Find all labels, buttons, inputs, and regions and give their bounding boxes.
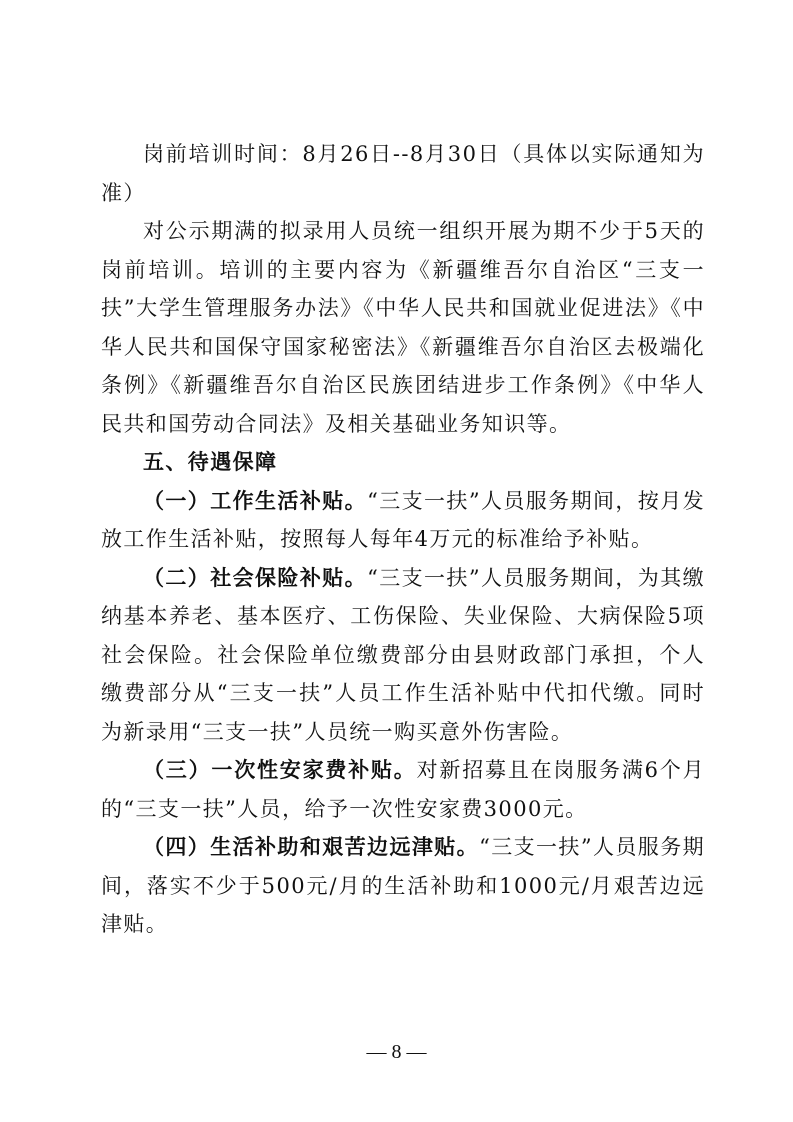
benefit-item-lead: （二）社会保险补贴。 [143,565,368,590]
benefit-item-social-insurance [101,559,705,752]
benefit-item-text: “三支一扶”人员服务期间，落实不少于500元/月的生活补助和1000元/月艰苦边远津贴。 [101,835,705,936]
training-content-paragraph: 对公示期满的拟录用人员统一组织开展为期不少于5天的岗前培训。培训的主要内容为《新疆维吾尔自治区“三支一扶”大学生管理服务办法》《中华人民共和国就业促进法》《中华人民共和国保守国家秘密法》《新疆维吾尔自治区去极端化条例》《新疆维吾尔自治区民族团结进步工作条例》《中华人民共和国劳动合同法》及相关基础业务知识等。 [101,219,705,436]
benefit-item-lead: （三）一次性安家费补贴。 [143,758,417,782]
page-number: — 8 — [366,1041,427,1063]
benefit-item-lead: （四）生活补助和艰苦边远津贴。 [143,835,480,859]
benefit-item-text: 对新招募且在岗服务满6个月的“三支一扶”人员，给予一次性安家费3000元。 [101,758,705,821]
benefit-item-text: “三支一扶”人员服务期间，按月发放工作生活补贴，按照每人每年4万元的标准给予补贴。 [101,488,706,551]
benefit-item-text: “三支一扶”人员服务期间，为其缴纳基本养老、基本医疗、工伤保险、失业保险、大病保险5项社会保险。社会保险单位缴费部分由县财政部门承担，个人缴费部分从“三支一扶”人员工作生活补贴中代扣代缴。同时为新录用“三支一扶”人员统一购买意外伤害险。 [101,565,706,744]
benefit-item-settlement-fee [101,751,705,828]
document-body [101,135,705,944]
benefit-item-lead: （一）工作生活补贴。 [143,488,368,513]
benefit-item-living-allowance [101,828,705,944]
training-time-paragraph: 岗前培训时间：8月26日--8月30日（具体以实际通知为准） [101,142,705,205]
section-heading: 五、待遇保障 [143,450,278,474]
benefit-item-work-subsidy [101,482,705,559]
